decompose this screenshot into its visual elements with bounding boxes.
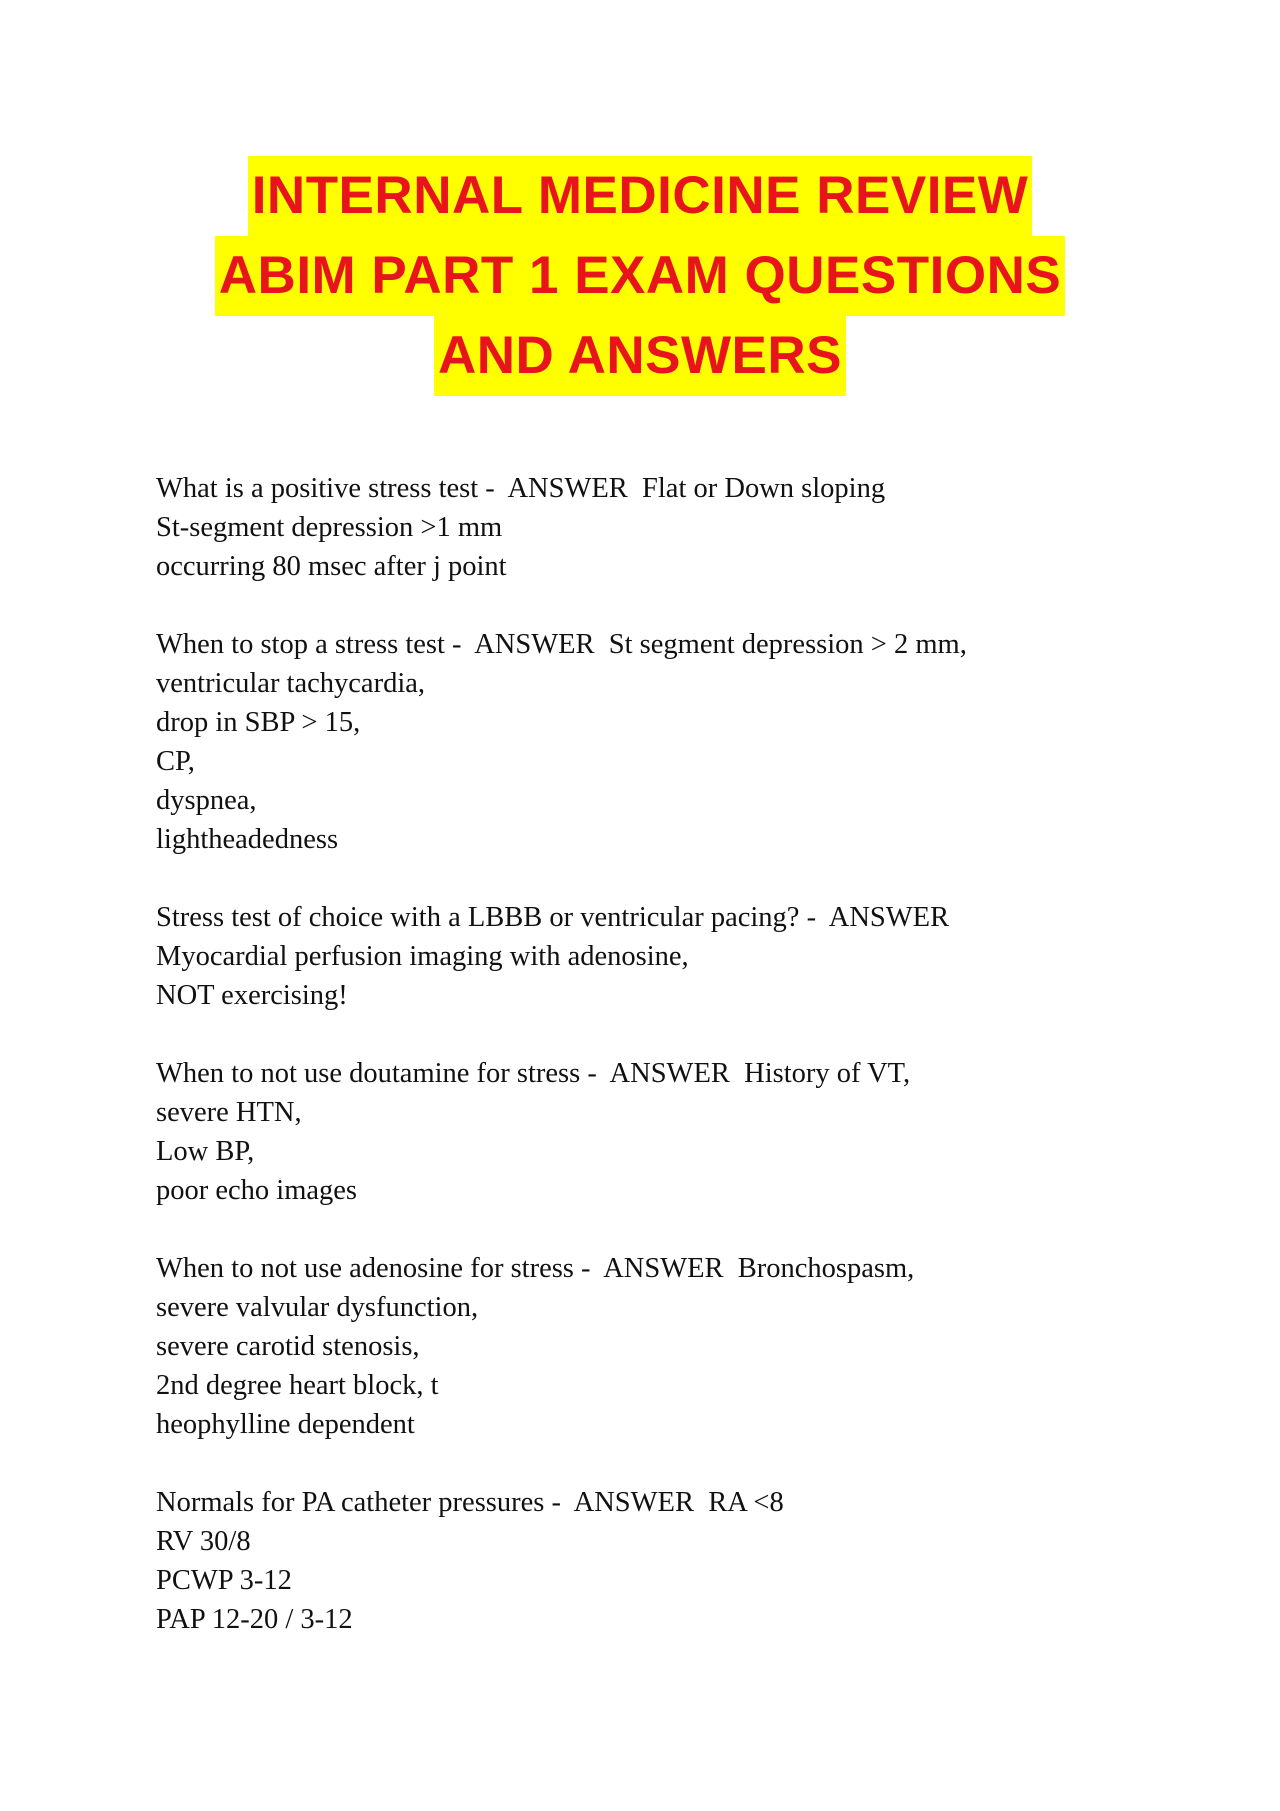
qa-item bbox=[156, 1054, 1156, 1210]
qa-line: RV 30/8 bbox=[156, 1526, 251, 1557]
qa-line: occurring 80 msec after j point bbox=[156, 551, 507, 582]
qa-line: PAP 12-20 / 3-12 bbox=[156, 1604, 353, 1635]
qa-line: severe valvular dysfunction, bbox=[156, 1292, 479, 1323]
qa-line: heophylline dependent bbox=[156, 1409, 415, 1440]
qa-line: CP, bbox=[156, 746, 195, 777]
qa-item bbox=[156, 625, 1156, 859]
qa-item bbox=[156, 898, 1156, 1015]
qa-line: ventricular tachycardia, bbox=[156, 668, 426, 699]
qa-line: What is a positive stress test - ANSWER Flat or Down sloping bbox=[156, 473, 886, 504]
qa-item bbox=[156, 1249, 1156, 1444]
qa-line: severe carotid stenosis, bbox=[156, 1331, 420, 1362]
qa-line: NOT exercising! bbox=[156, 980, 348, 1011]
document-title bbox=[0, 156, 1280, 396]
qa-line: When to not use doutamine for stress - ANSWER History of VT, bbox=[156, 1058, 911, 1089]
qa-line: dyspnea, bbox=[156, 785, 257, 816]
qa-item bbox=[156, 1483, 1156, 1639]
qa-line: Myocardial perfusion imaging with adenosine, bbox=[156, 941, 689, 972]
title-line: INTERNAL MEDICINE REVIEW bbox=[248, 156, 1033, 236]
qa-line: PCWP 3-12 bbox=[156, 1565, 292, 1596]
qa-line: lightheadedness bbox=[156, 824, 339, 855]
qa-line: Normals for PA catheter pressures - ANSWER RA <8 bbox=[156, 1487, 784, 1518]
qa-line: severe HTN, bbox=[156, 1097, 302, 1128]
qa-line: drop in SBP > 15, bbox=[156, 707, 361, 738]
qa-line: Stress test of choice with a LBBB or ventricular pacing? - ANSWER bbox=[156, 902, 950, 933]
qa-line: Low BP, bbox=[156, 1136, 255, 1167]
qa-item bbox=[156, 469, 1156, 586]
qa-line: When to not use adenosine for stress - ANSWER Bronchospasm, bbox=[156, 1253, 915, 1284]
qa-line: poor echo images bbox=[156, 1175, 358, 1206]
qa-line: St-segment depression >1 mm bbox=[156, 512, 503, 543]
qa-list bbox=[156, 469, 1156, 1678]
title-line: ABIM PART 1 EXAM QUESTIONS bbox=[215, 236, 1065, 316]
qa-line: When to stop a stress test - ANSWER St segment depression > 2 mm, bbox=[156, 629, 967, 660]
title-line: AND ANSWERS bbox=[434, 316, 846, 396]
qa-line: 2nd degree heart block, t bbox=[156, 1370, 439, 1401]
